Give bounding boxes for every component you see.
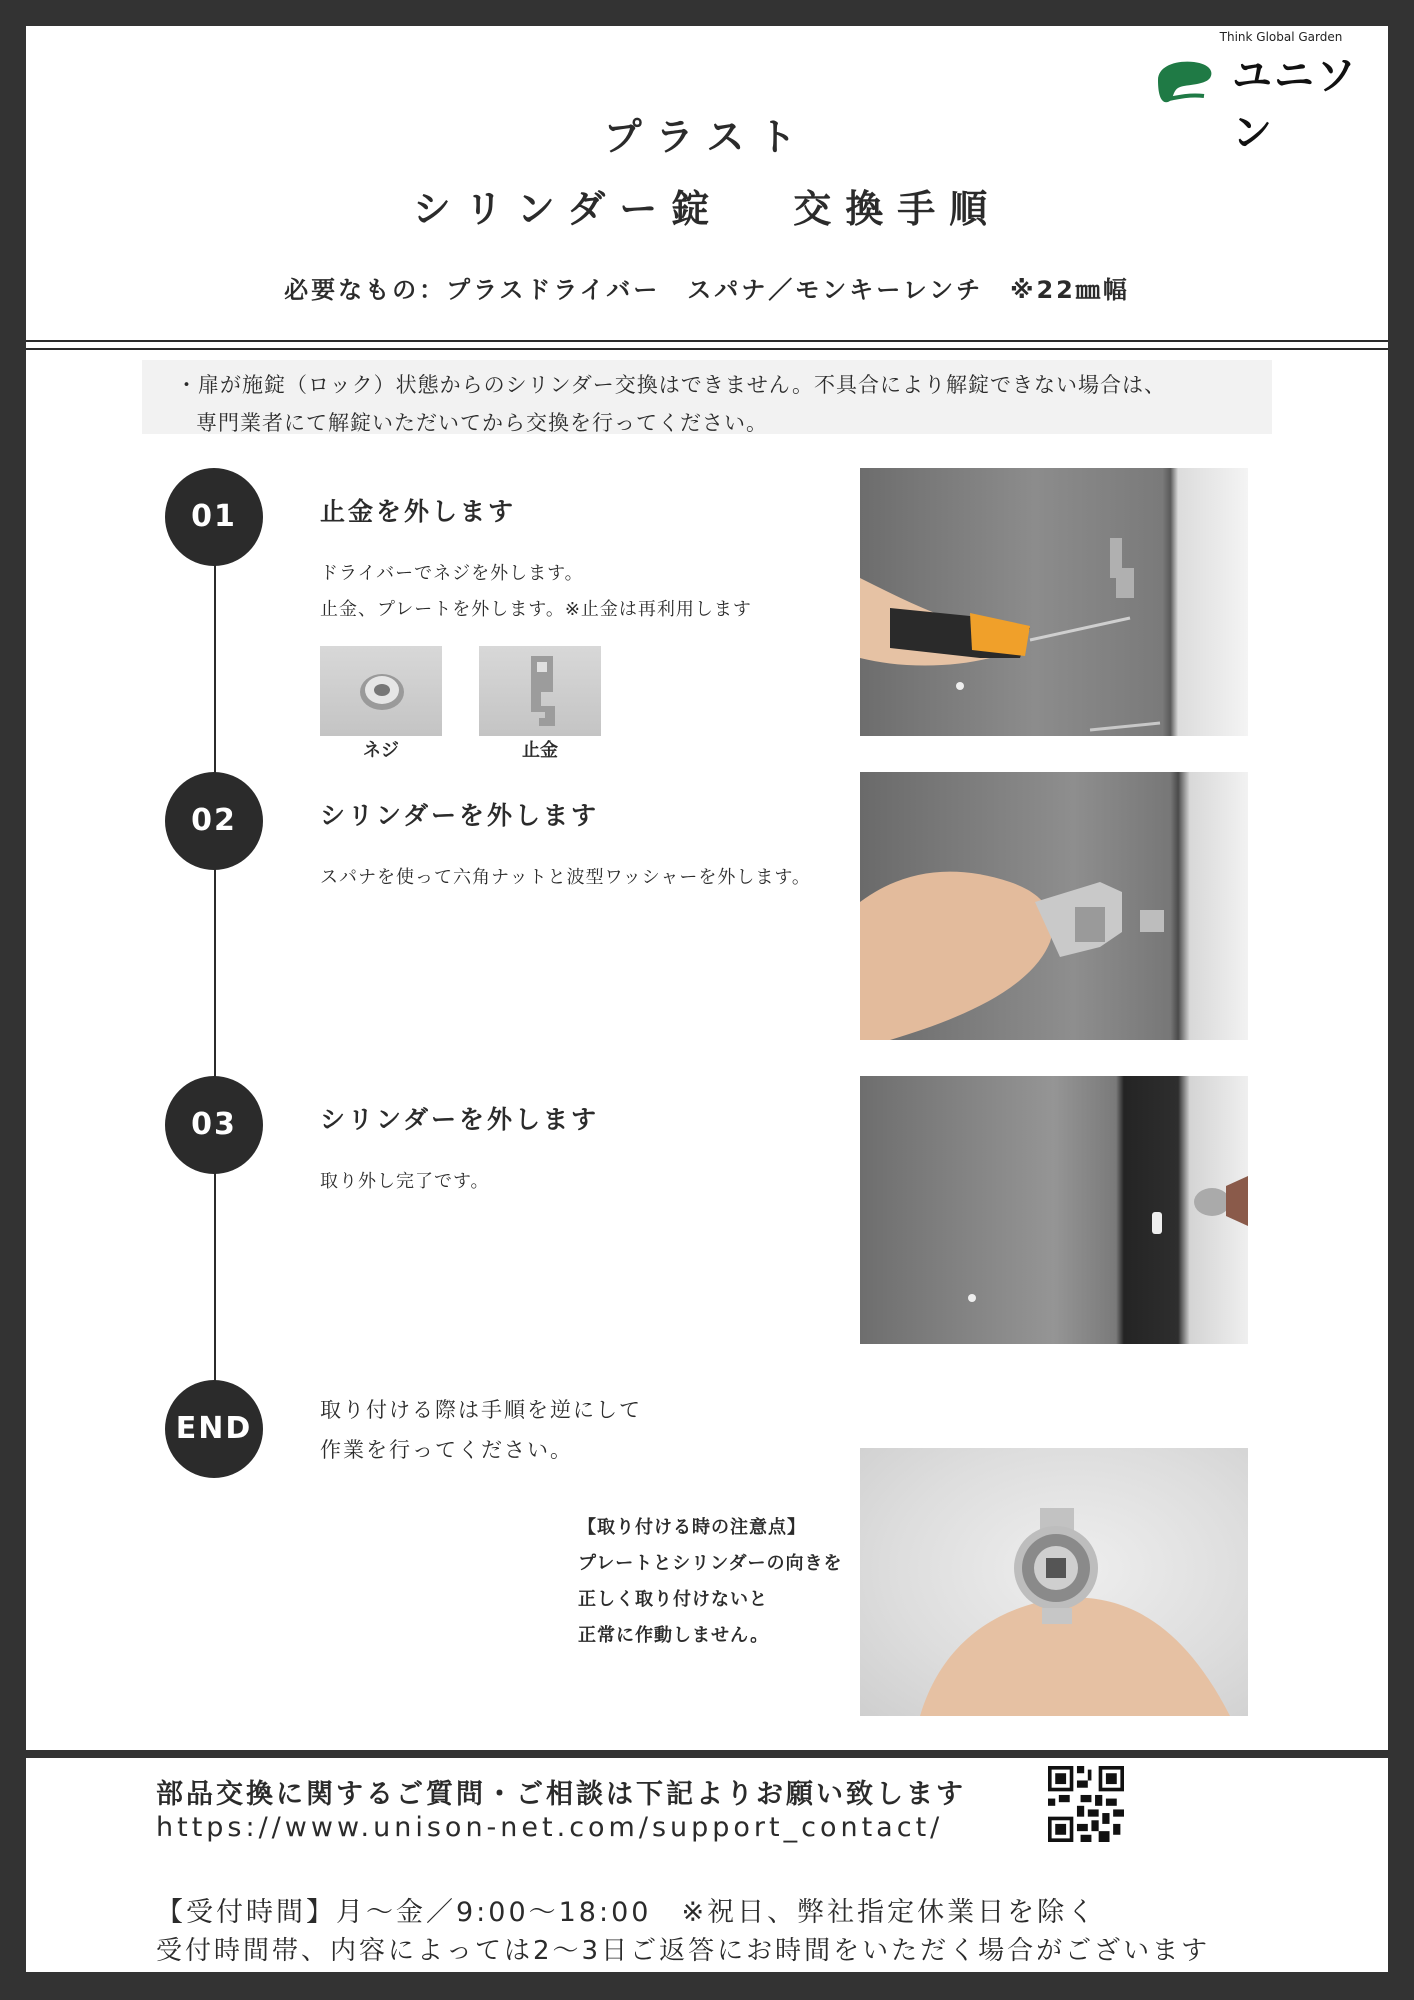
qr-code-icon[interactable]: [1048, 1766, 1124, 1842]
step-text-03: 取り外し完了です。: [320, 1171, 490, 1192]
product-title: プラスト: [603, 115, 811, 159]
logo-tagline: Think Global Garden: [1219, 30, 1343, 44]
support-url-link[interactable]: https://www.unison-net.com/support_contact/: [156, 1812, 944, 1843]
step-title-02: シリンダーを外します: [320, 801, 600, 830]
business-hours: 【受付時間】月～金／9:00～18:00 ※祝日、弊社指定休業日を除く: [156, 1897, 1098, 1928]
caution-heading: 【取り付ける時の注意点】: [578, 1517, 806, 1538]
screwdriver-photo-icon: [860, 468, 1248, 736]
screw-icon: [320, 646, 442, 736]
procedure-title-part: シリンダー錠: [412, 187, 724, 231]
screw-thumbnail: [320, 646, 442, 736]
step-text-02: スパナを使って六角ナットと波型ワッシャーを外します。: [320, 867, 811, 888]
support-footer: [26, 1758, 1388, 1972]
step3-photo: [860, 1076, 1248, 1344]
screw-label: ネジ: [363, 740, 399, 761]
notice-line: 専門業者にて解錠いただいてから交換を行ってください。: [196, 411, 768, 435]
end-text: [320, 1390, 642, 1470]
reply-note: 受付時間帯、内容によっては2～3日ご返答にお時間をいただく場合がございます: [156, 1936, 1211, 1966]
step-badge-02: 02: [165, 772, 263, 870]
step-badge-end: END: [165, 1380, 263, 1478]
step-title-01: 止金を外します: [320, 497, 517, 526]
procedure-title: [26, 178, 1388, 233]
procedure-title-part: 交換手順: [793, 187, 1002, 231]
step2-photo: [860, 772, 1248, 1040]
caution-line: 正常に作動しません。: [578, 1625, 770, 1646]
leaf-logo-icon: [1154, 58, 1214, 106]
instruction-sheet: [26, 26, 1388, 1750]
divider: [26, 348, 1388, 350]
end-text-line: 取り付ける際は手順を逆にして: [320, 1398, 642, 1422]
cylinder-removed-photo-icon: [860, 1076, 1248, 1344]
latch-label: 止金: [522, 740, 558, 761]
latch-thumbnail: [479, 646, 601, 736]
step-text-01: 止金、プレートを外します。※止金は再利用します: [320, 599, 752, 620]
end-text-line: 作業を行ってください。: [320, 1438, 573, 1462]
brand-logo: [1146, 30, 1386, 156]
step-title-03: シリンダーを外します: [320, 1105, 600, 1134]
step1-photo: [860, 468, 1248, 736]
step-badge-01: 01: [165, 468, 263, 566]
installation-caution: [578, 1510, 843, 1654]
contact-text: 部品交換に関するご質問・ご相談は下記よりお願い致します: [156, 1779, 966, 1810]
logo-name: ユニソン: [1232, 53, 1358, 156]
wrench-photo-icon: [860, 772, 1248, 1040]
divider: [26, 340, 1388, 342]
cylinder-photo: [860, 1448, 1248, 1716]
latch-icon: [479, 646, 601, 736]
timeline-line: [214, 546, 216, 1406]
step-badge-03: 03: [165, 1076, 263, 1174]
cylinder-lock-photo-icon: [860, 1448, 1248, 1716]
caution-line: 正しく取り付けないと: [578, 1589, 768, 1610]
notice-box: [142, 360, 1272, 434]
step-text-01: ドライバーでネジを外します。: [320, 563, 584, 584]
required-tools: 必要なもの：プラスドライバー スパナ／モンキーレンチ ※22㎜幅: [284, 276, 1130, 304]
caution-line: プレートとシリンダーの向きを: [578, 1553, 843, 1574]
notice-line: ・扉が施錠（ロック）状態からのシリンダー交換はできません。不具合により解錠できない場合は、: [176, 373, 1166, 397]
